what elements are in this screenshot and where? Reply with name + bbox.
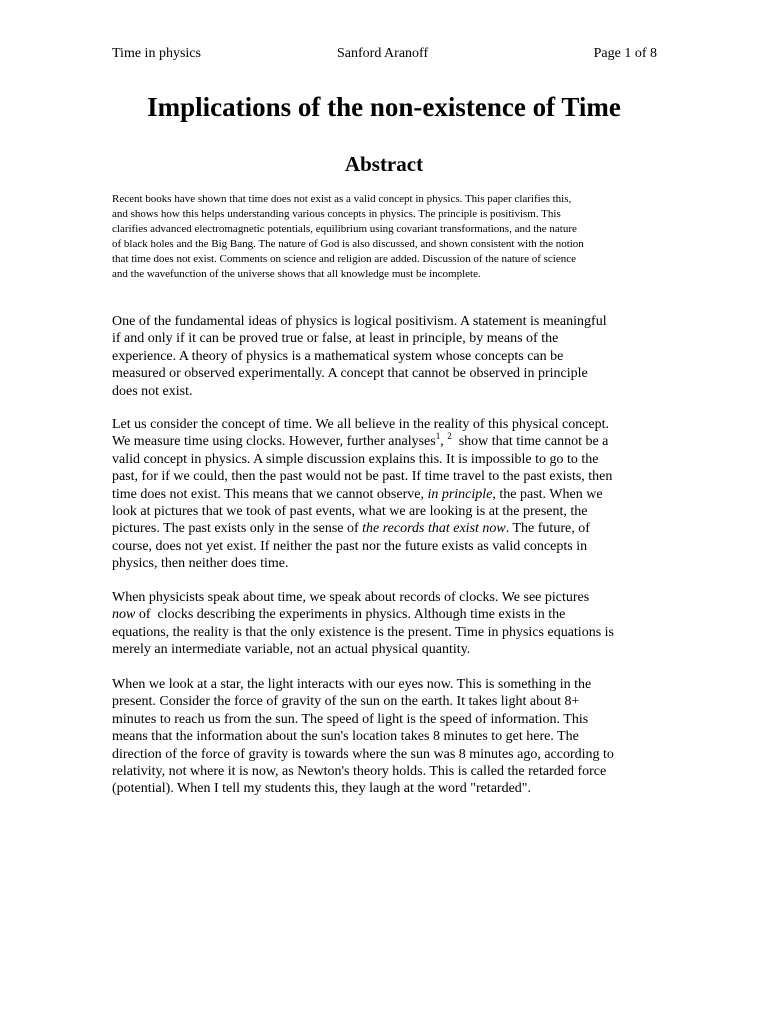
paragraph-line: measured or observed experimentally. A concept that cannot be observed in principle <box>112 366 588 382</box>
line-text: , <box>440 434 448 450</box>
abstract-line: that time does not exist. Comments on science and religion are added. Discussion of the nature of science <box>112 253 577 265</box>
paragraph-concept-of-time <box>112 416 660 573</box>
paragraph-line: relativity, not where it is now, as Newton's theory holds. This is called the retarded force <box>112 764 607 780</box>
paragraph-line <box>112 520 660 537</box>
paragraph-line: does not exist. <box>112 383 193 399</box>
paragraph-star-light <box>112 676 660 798</box>
line-text: , the past. When we <box>492 486 603 502</box>
paragraph-line: valid concept in physics. A simple discussion explains this. It is impossible to go to the <box>112 451 599 467</box>
paragraph-line <box>112 606 660 623</box>
paragraph-line <box>112 433 660 450</box>
abstract-heading: Abstract <box>344 152 424 176</box>
line-text: pictures. The past exists only in the sense of <box>112 521 363 537</box>
paragraph-line: course, does not yet exist. If neither the past nor the future exists as valid concepts in <box>112 538 588 554</box>
emphasis-text: the records that exist now <box>362 521 506 537</box>
paragraph-line: When we look at a star, the light interacts with our eyes now. This is something in the <box>112 677 592 692</box>
page-title: Implications of the non-existence of Time <box>147 92 621 122</box>
paragraph-line: means that the information about the sun's location takes 8 minutes to get here. The <box>112 729 579 745</box>
paragraph-line <box>112 486 660 503</box>
paragraph-line: merely an intermediate variable, not an actual physical quantity. <box>112 642 471 658</box>
paragraph-positivism <box>112 313 660 400</box>
abstract-text <box>112 192 657 282</box>
header-document-title: Time in physics <box>112 46 201 61</box>
abstract-line: of black holes and the Big Bang. The nature of God is also discussed, and shown consistent with the notion <box>112 238 584 250</box>
abstract-line: clarifies advanced electromagnetic potentials, equilibrium using covariant transformations, and the nature <box>112 223 577 235</box>
line-text: We measure time using clocks. However, further analyses <box>112 434 436 450</box>
abstract-line: and shows how this helps understanding various concepts in physics. The principle is positivism. This <box>112 208 561 220</box>
paragraph-line: One of the fundamental ideas of physics is logical positivism. A statement is meaningful <box>112 314 607 329</box>
footnote-ref-2: 2 <box>447 431 452 442</box>
paragraph-clocks <box>112 589 660 659</box>
paragraph-line: physics, then neither does time. <box>112 556 289 572</box>
paragraph-line: When physicists speak about time, we speak about records of clocks. We see pictures <box>112 590 590 605</box>
paragraph-line: equations, the reality is that the only existence is the present. Time in physics equations is <box>112 624 614 640</box>
footnote-ref-1: 1 <box>435 431 441 442</box>
line-text: of clocks describing the experiments in physics. Although time exists in the <box>135 607 566 623</box>
paragraph-line: (potential). When I tell my students this, they laugh at the word "retarded". <box>112 781 532 797</box>
header-author: Sanford Aranoff <box>337 46 429 61</box>
paragraph-line: past, for if we could, then the past would not be past. If time travel to the past exists, then <box>112 469 613 485</box>
paragraph-line: if and only if it can be proved true or false, at least in principle, by means of the <box>112 331 559 347</box>
paragraph-line: Let us consider the concept of time. We all believe in the reality of this physical concept. <box>112 417 610 432</box>
page-header <box>112 44 657 64</box>
emphasis-text: in principle <box>427 486 493 502</box>
line-text: time does not exist. This means that we cannot observe, <box>112 486 428 502</box>
emphasis-text: now <box>112 607 136 623</box>
header-page-number: Page 1 of 8 <box>593 46 657 61</box>
paragraph-line: present. Consider the force of gravity of the sun on the earth. It takes light about 8+ <box>112 694 580 710</box>
paragraph-line: minutes to reach us from the sun. The speed of light is the speed of information. This <box>112 711 589 727</box>
paragraph-line: look at pictures that we took of past events, what we are looking is at the present, the <box>112 504 588 520</box>
line-text: . The future, of <box>505 521 590 537</box>
paragraph-line: experience. A theory of physics is a mathematical system whose concepts can be <box>112 348 564 364</box>
paragraph-line: direction of the force of gravity is towards where the sun was 8 minutes ago, according to <box>112 746 614 762</box>
line-text: show that time cannot be a <box>451 434 609 450</box>
abstract-line: Recent books have shown that time does not exist as a valid concept in physics. This paper clarifies this, <box>112 193 572 205</box>
abstract-line: and the wavefunction of the universe shows that all knowledge must be incomplete. <box>112 268 481 280</box>
